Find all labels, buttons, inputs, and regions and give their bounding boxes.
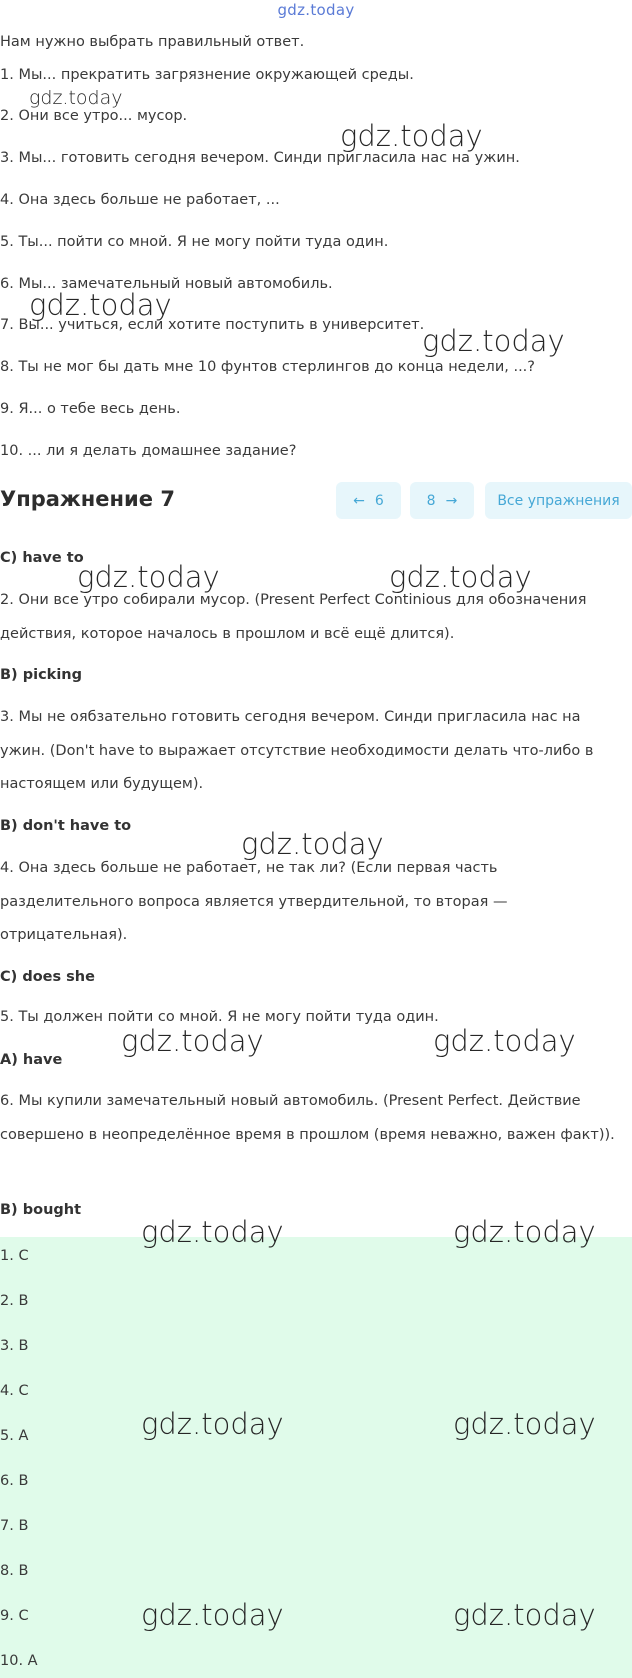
all-exercises-button[interactable] — [485, 482, 632, 519]
question-5: 5. Ты... пойти со мной. Я не могу пойти туда один. — [0, 234, 389, 250]
exercise-title: Упражнение 7 — [0, 487, 175, 511]
question-7: 7. Вы... учиться, если хотите поступить в университет. — [0, 317, 425, 333]
answer-key-1: 1. C — [0, 1248, 29, 1264]
watermark: gdz.today — [141, 1215, 284, 1249]
question-6: 6. Мы... замечательный новый автомобиль. — [0, 276, 333, 292]
answer-4: C) does she — [0, 969, 95, 985]
intro-text: Нам нужно выбрать правильный ответ. — [0, 34, 305, 50]
watermark: gdz.today — [29, 288, 172, 322]
question-3: 3. Мы... готовить сегодня вечером. Синди пригласила нас на ужин. — [0, 150, 520, 166]
watermark: gdz.today — [433, 1024, 576, 1058]
answer-6: B) bought — [0, 1202, 82, 1218]
watermark: gdz.today — [340, 119, 483, 153]
arrow-right-icon: → — [445, 492, 458, 509]
answer-key-3: 3. B — [0, 1338, 29, 1354]
question-10: 10. ... ли я делать домашнее задание? — [0, 443, 297, 459]
watermark: gdz.today — [453, 1407, 596, 1441]
answer-3: B) don't have to — [0, 818, 132, 834]
watermark: gdz.today — [121, 1024, 264, 1058]
watermark: gdz.today — [141, 1407, 284, 1441]
solution-3: 3. Мы не оябзательно готовить сегодня вечером. Синди пригласила нас на ужин. (Don't have to выражает отсутствие необходимости делать что-либо в настоящем или будущем). — [0, 709, 594, 792]
next-exercise-button[interactable] — [410, 482, 474, 519]
solution-2: 2. Они все утро собирали мусор. (Present Perfect Continious для обозначения действия, которое началось в прошлом и всё ещё длится). — [0, 592, 587, 642]
answer-key-4: 4. C — [0, 1383, 29, 1399]
solution-6: 6. Мы купили замечательный новый автомобиль. (Present Perfect. Действие совершено в неопределённое время в прошлом (время неважно, важен факт)). — [0, 1093, 615, 1143]
prev-exercise-button[interactable] — [336, 482, 401, 519]
answer-key-6: 6. B — [0, 1473, 29, 1489]
watermark-top: gdz.today — [277, 1, 355, 19]
question-1: 1. Мы... прекратить загрязнение окружающей среды. — [0, 67, 414, 83]
answer-1: C) have to — [0, 550, 84, 566]
watermark: gdz.today — [422, 324, 565, 358]
answer-key-7: 7. B — [0, 1518, 29, 1534]
watermark: gdz.today — [453, 1598, 596, 1632]
question-8: 8. Ты не мог бы дать мне 10 фунтов стерлингов до конца недели, ...? — [0, 359, 535, 375]
answer-key-5: 5. A — [0, 1428, 29, 1444]
question-9: 9. Я... о тебе весь день. — [0, 401, 181, 417]
watermark: gdz.today — [141, 1598, 284, 1632]
watermark: gdz.today — [241, 827, 384, 861]
watermark: gdz.today — [77, 560, 220, 594]
answer-2: B) picking — [0, 667, 82, 683]
watermark: gdz.today — [453, 1215, 596, 1249]
next-exercise-label: 8 — [426, 492, 436, 509]
answer-5: A) have — [0, 1052, 63, 1068]
answer-key-10: 10. A — [0, 1653, 38, 1669]
answer-key-2: 2. B — [0, 1293, 29, 1309]
solution-4: 4. Она здесь больше не работает, не так ли? (Если первая часть разделительного вопроса является утвердительной, то вторая — отрицательная). — [0, 860, 508, 943]
watermark: gdz.today — [29, 87, 123, 109]
question-2: 2. Они все утро... мусор. — [0, 108, 188, 124]
arrow-left-icon: ← — [353, 492, 365, 509]
solution-5: 5. Ты должен пойти со мной. Я не могу пойти туда один. — [0, 1009, 439, 1025]
question-4: 4. Она здесь больше не работает, ... — [0, 192, 280, 208]
answer-key-8: 8. B — [0, 1563, 29, 1579]
all-exercises-label: Все упражнения — [497, 492, 620, 509]
prev-exercise-label: 6 — [374, 492, 384, 509]
watermark: gdz.today — [389, 560, 532, 594]
answer-key-9: 9. C — [0, 1608, 29, 1624]
